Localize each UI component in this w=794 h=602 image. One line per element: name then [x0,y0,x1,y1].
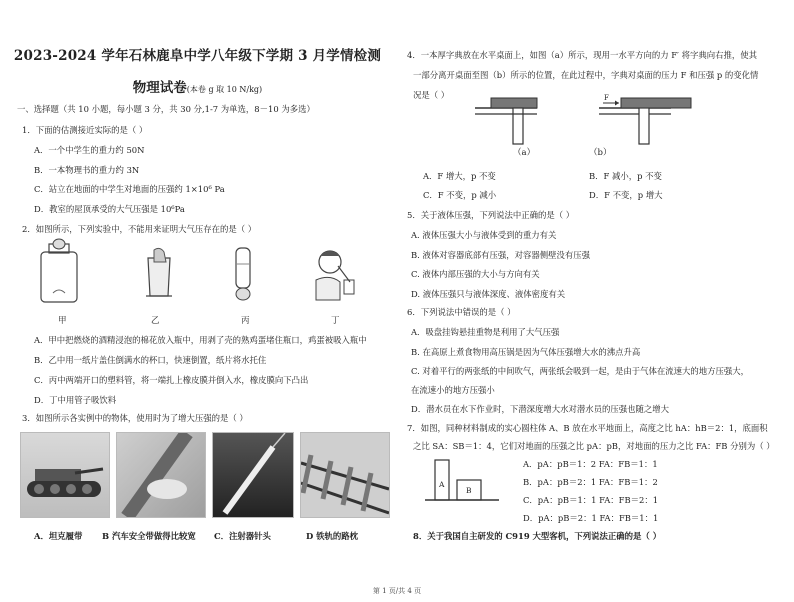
q3-option-d: D 铁轨的路枕 [306,531,359,541]
q1-option-c: C．站立在地面的中学生对地面的压强约 1×10⁶ Pa [34,184,225,194]
q3-option-b: B 汽车安全带做得比较宽 [102,531,196,541]
q2-option-c: C．丙中两端开口的塑料管，将一端扎上橡皮膜并倒入水，橡皮膜向下凸出 [34,375,309,385]
q6-option-c-line1: C. 对着平行的两张纸的中间吹气，两张纸会吸到一起，是由于气体在流速大的地方压强大， [411,366,750,376]
q4-option-a: A．F 增大，p 不变 [423,171,496,181]
q2-option-a: A．甲中把燃烧的酒精浸泡的棉花放入瓶中，用剥了壳的熟鸡蛋堵住瓶口，鸡蛋被吸入瓶中 [34,335,367,345]
fig-label-bing: 丙 [241,316,250,326]
q7-option-a: A．pA：pB＝1：2 FA：FB＝1：1 [523,459,658,469]
section-heading: 一、选择题（共 10 小题，每小题 3 分，共 30 分,1-7 为单选，8－10 为多选） [17,104,315,114]
fig-a-label: （a） [513,148,536,158]
fig-label-jia: 甲 [58,316,67,326]
plastic-tube-figure [228,244,258,308]
q5-stem: 5．关于液体压强，下列说法中正确的是（ ） [407,210,575,220]
q4-option-b: B．F 减小，p 不变 [589,171,662,181]
q2-option-b: B．乙中用一纸片盖住倒满水的杯口，快速倒置，纸片将水托住 [34,355,267,365]
q7-option-d: D．pA：pB＝2：1 FA：FB＝1：1 [523,513,659,523]
q2-stem: 2．如图所示，下列实验中，不能用来证明大气压存在的是（ ） [22,224,257,234]
q5-option-c: C. 液体内部压强的大小与方向有关 [411,269,540,279]
cylinder-a-label: A [439,480,445,489]
q4-line1: 4．一本厚字典放在水平桌面上，如图（a）所示，现用一水平方向的力 F′ 将字典向右推，使其 [407,50,757,60]
q3-option-a: A．坦克履带 [34,531,83,541]
q6-option-d: D．潜水员在水下作业时，下潜深度增大水对潜水员的压强也随之增大 [411,404,669,414]
syringe-needle-photo [212,432,294,518]
q7-option-c: C．pA：pB＝1：1 FA：FB＝2：1 [523,495,659,505]
fig-b-label: （b） [589,148,612,158]
q4-option-c: C．F 不变，p 减小 [423,190,497,200]
straw-drinking-figure [310,246,360,306]
q3-option-c: C．注射器针头 [214,531,271,541]
q7-line1: 7．如图，同种材料制成的实心圆柱体 A、B 放在水平地面上，高度之比 hA：hB＝2：1，底面积 [407,423,768,433]
cup-paper-figure [140,246,180,306]
subject-label: 物理试卷 [132,80,187,96]
q5-option-a: A. 液体压强大小与液体受到的重力有关 [411,230,557,240]
q7-line2: 之比 SA：SB＝1：4，它们对地面的压强之比 pA：pB，对地面的压力之比 FA：FB 分别为（ ） [413,441,775,451]
q5-option-d: D. 液体压强只与液体深度、液体密度有关 [411,289,566,299]
q6-stem: 6．下列说法中错误的是（ ） [407,307,516,317]
q4-line3: 况是（ ） [413,90,450,100]
railway-sleepers-photo [300,432,390,518]
q6-option-b: B. 在高原上煮食物用高压锅是因为气体压强增大水的沸点升高 [411,347,641,357]
cylinders-figure [423,454,503,502]
seat-belt-photo [116,432,206,518]
q7-option-b: B．pA：pB＝2：1 FA：FB＝1：2 [523,477,658,487]
jar-egg-figure [35,238,85,308]
force-label: F [604,94,609,102]
q1-option-d: D．教室的屋顶承受的大气压强是 10⁶Pa [34,204,185,214]
page-footer: 第 1 页/共 4 页 [372,587,422,595]
q1-option-a: A．一个中学生的重力约 50N [34,145,145,155]
q4-option-d: D．F 不变，p 增大 [589,190,663,200]
tank-tracks-photo [20,432,110,518]
q2-option-d: D．丁中用管子吸饮料 [34,395,117,405]
q1-option-b: B．一本物理书的重力约 3N [34,165,140,175]
q8-stem: 8．关于我国自主研发的 C919 大型客机，下列说法正确的是（ ） [413,531,662,541]
exam-title: 2023-2024 学年石林鹿阜中学八年级下学期 3 月学情检测 [13,48,382,64]
g-note: (本卷 g 取 10 N/kg) [186,85,263,94]
q6-option-a: A．吸盘挂钩悬挂重物是利用了大气压强 [411,327,560,337]
q1-stem: 1．下面的估测接近实际的是（ ） [22,125,148,135]
fig-label-yi: 乙 [151,316,160,326]
q6-option-c-line2: 在流速小的地方压强小 [411,385,495,395]
fig-label-ding: 丁 [331,316,340,326]
cylinder-b-label: B [466,486,472,495]
dictionary-table-figure [471,90,721,150]
q4-line2: 一部分离开桌面至图（b）所示的位置，在此过程中，字典对桌面的压力 F 和压强 p 的变化情 [413,70,759,80]
exam-subject [0,76,395,96]
q5-option-b: B. 液体对容器底部有压强，对容器侧壁没有压强 [411,250,590,260]
q3-stem: 3．如图所示各实例中的物体，使用时为了增大压强的是（ ） [22,413,248,423]
